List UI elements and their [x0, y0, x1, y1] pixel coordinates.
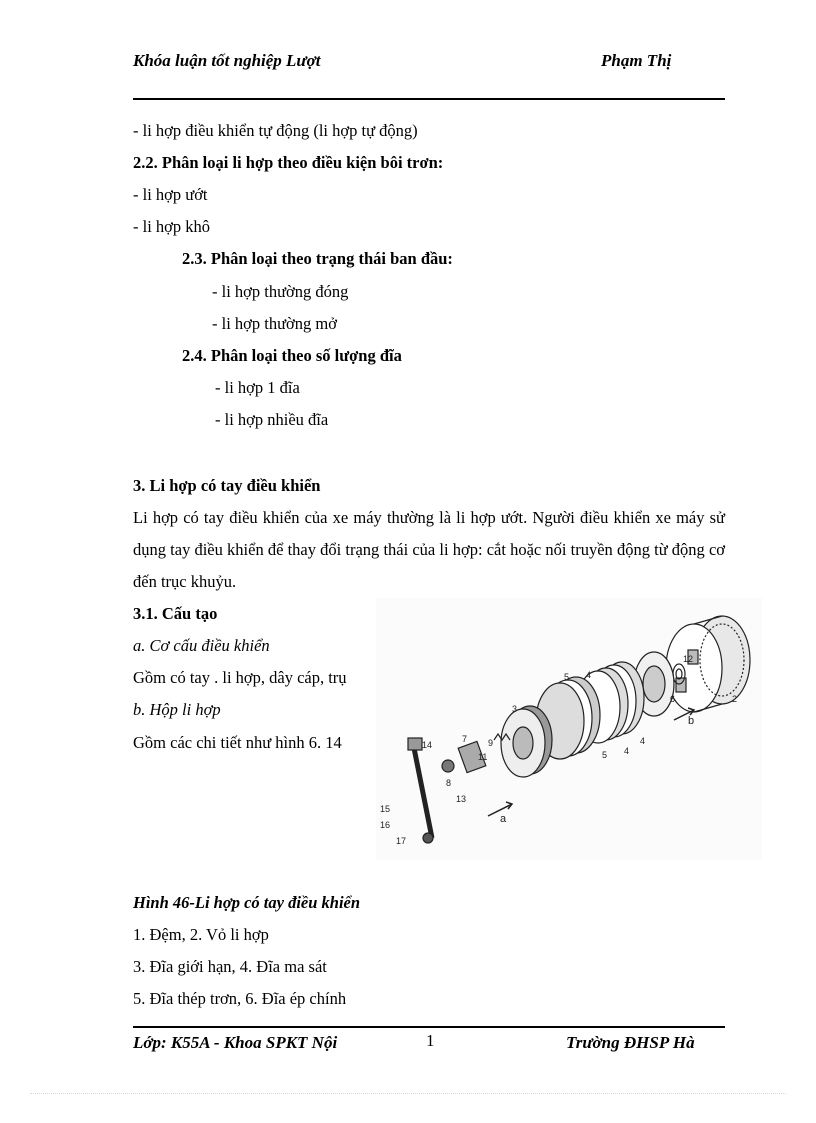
- list-item: - li hợp thường mở: [212, 314, 337, 333]
- part-label: 9: [488, 738, 494, 748]
- release-lever-shape: [408, 738, 433, 843]
- section-heading-3: 3. Li hợp có tay điều khiển: [133, 476, 321, 495]
- page-number: 1: [426, 1031, 435, 1050]
- section-heading-3-1: 3.1. Cấu tạo: [133, 604, 218, 623]
- part-label: 7: [462, 734, 468, 744]
- legend-item: 5. Đĩa thép trơn, 6. Đĩa ép chính: [133, 989, 347, 1008]
- list-item: - li hợp 1 đĩa: [215, 378, 300, 397]
- section-heading-2-3: 2.3. Phân loại theo trạng thái ban đầu:: [182, 249, 453, 268]
- section-heading-2-2: 2.2. Phân loại li hợp theo điều kiện bôi trơn:: [133, 153, 444, 172]
- part-label: 15: [380, 804, 391, 814]
- legend-item: 3. Đĩa giới hạn, 4. Đĩa ma sát: [133, 957, 327, 976]
- part-label: 6: [670, 694, 676, 704]
- clutch-center-shape: [501, 706, 552, 777]
- part-label: 5: [602, 750, 608, 760]
- footer-left: Lớp: K55A - Khoa SPKT Nội: [133, 1033, 338, 1052]
- subheading-b: b. Hộp li hợp: [133, 700, 221, 719]
- clutch-exploded-diagram: [376, 598, 762, 860]
- part-label: 3: [512, 704, 518, 714]
- part-label: 16: [380, 820, 391, 830]
- part-label: 14: [422, 740, 433, 750]
- part-label: 12: [683, 654, 694, 664]
- list-item: - li hợp khô: [133, 217, 211, 236]
- part-label: 2: [732, 694, 738, 704]
- footer-right: Trường ĐHSP Hà: [566, 1033, 695, 1052]
- list-item: - li hợp ướt: [133, 185, 208, 204]
- list-item: - li hợp điều khiển tự động (li hợp tự động): [133, 121, 418, 140]
- page-bottom-divider: [30, 1093, 786, 1094]
- part-label: 4: [624, 746, 630, 756]
- page-header: [133, 50, 725, 100]
- arrow-label-b: b: [688, 715, 695, 727]
- list-item: - li hợp nhiều đĩa: [215, 410, 329, 429]
- part-label: 11: [478, 752, 488, 762]
- part-label: 5: [564, 672, 570, 682]
- subheading-b-text: Gồm các chi tiết như hình 6. 14: [133, 733, 342, 752]
- header-right: Phạm Thị: [601, 51, 672, 70]
- part-label: 17: [396, 836, 407, 846]
- figure-caption: Hình 46-Li hợp có tay điều khiển: [133, 893, 361, 912]
- part-label: 8: [446, 778, 452, 788]
- subheading-a: a. Cơ cấu điều khiển: [133, 636, 270, 655]
- page-footer: [133, 1026, 725, 1078]
- subheading-a-text: Gồm có tay . li hợp, dây cáp, trụ: [133, 668, 347, 687]
- legend-item: 1. Đệm, 2. Vỏ li hợp: [133, 925, 269, 944]
- clutch-diagram-svg: [376, 598, 762, 860]
- header-left: Khóa luận tốt nghiệp Lượt: [133, 51, 321, 70]
- part-label: 4: [640, 736, 646, 746]
- arrow-label-a: a: [500, 813, 507, 825]
- section-heading-2-4: 2.4. Phân loại theo số lượng đĩa: [182, 346, 402, 365]
- section-3-paragraph: Li hợp có tay điều khiển của xe máy thường là li hợp ướt. Người điều khiển xe máy sử dụng tay điều khiển để thay đổi trạng thái của li hợp: cắt hoặc nối truyền động từ động cơ đến trục khuỷu.: [133, 508, 725, 591]
- part-label: 13: [456, 794, 467, 804]
- list-item: - li hợp thường đóng: [212, 282, 349, 301]
- part-label: 4: [586, 670, 592, 680]
